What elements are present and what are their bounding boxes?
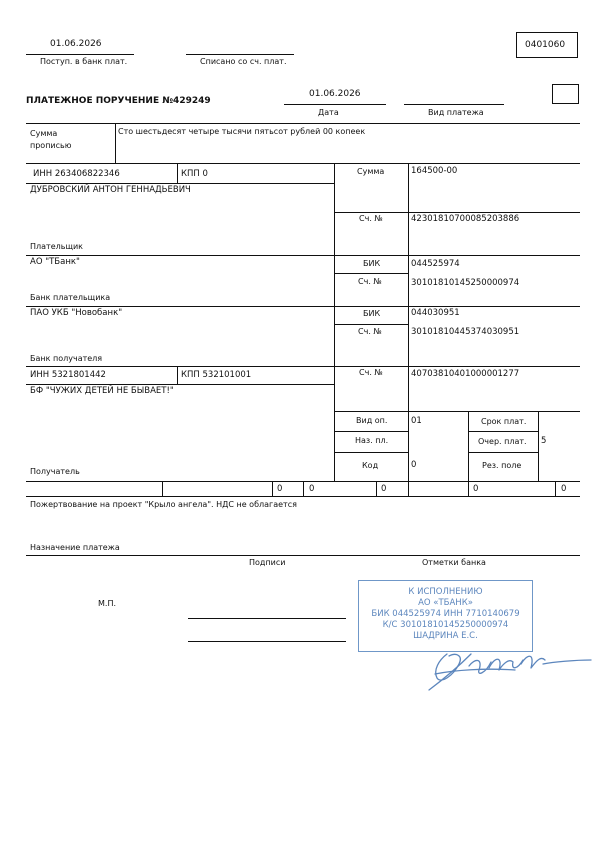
amount-value: 164500-00 [411,166,458,176]
row-line [26,366,580,367]
stamp-line: К ИСПОЛНЕНИЮ [408,587,483,597]
recipient-bank-label: Банк получателя [30,354,103,363]
order-date: 01.06.2026 [309,89,361,99]
row-line [26,255,580,256]
row-line [334,324,408,325]
payer-bank-account: 30101810145250000974 [411,278,520,288]
recipient-inn: ИНН 5321801442 [30,370,106,380]
payer-bank-bik: 044525974 [411,259,460,269]
signatures-label: Подписи [249,558,286,567]
row-line [26,555,580,556]
row-line [26,384,334,385]
col-line [177,366,178,384]
operation-type-value: 01 [411,416,422,426]
tax-field: 0 [473,484,479,494]
payment-type-label: Вид платежа [428,108,484,117]
payment-purpose-label: Назначение платежа [30,543,120,552]
recipient-bank-bik: 044030951 [411,308,460,318]
seal-label: М.П. [98,599,117,608]
row-line [334,273,408,274]
form-code: 0401060 [525,40,566,50]
payer-bank-account-label: Сч. № [358,277,382,286]
payer-label: Плательщик [30,242,84,251]
recipient-bank-name: ПАО УКБ "Новобанк" [30,308,123,318]
written-off-label: Списано со сч. плат. [200,57,287,66]
handwritten-signature [425,640,595,696]
reserve-field-label: Рез. поле [482,461,522,470]
stamp-line: БИК 044525974 ИНН 7710140679 [371,609,520,619]
code-value: 0 [411,460,417,470]
payer-bank-bik-label: БИК [363,259,381,268]
col-line [555,481,556,496]
col-line [303,481,304,496]
col-line [162,481,163,496]
code-label: Код [362,461,379,470]
row-line [26,306,580,307]
written-off-line [186,54,294,55]
col-line [272,481,273,496]
form-code-box [516,32,578,58]
payment-type-line [404,104,504,105]
tax-field: 0 [309,484,315,494]
row-line [468,431,538,432]
payer-inn: ИНН 263406822346 [33,169,120,179]
row-line [26,183,334,184]
col-line [468,411,469,496]
payer-bank-label: Банк плательщика [30,293,111,302]
row-line [26,496,580,497]
payer-account-label: Сч. № [359,214,383,223]
tax-field: 0 [381,484,387,494]
row-line [26,123,580,124]
col-line [177,163,178,183]
payer-bank-name: АО "ТБанк" [30,257,80,267]
payment-term-label: Срок плат. [481,417,527,426]
row-line [334,452,408,453]
recipient-account: 40703810401000001277 [411,369,520,379]
recipient-bank-bik-label: БИК [363,309,381,318]
amount-words-value: Сто шестьдесят четыре тысячи пятьсот рублей 00 копеек [118,127,366,136]
payment-order-value: 5 [541,436,547,446]
col-line [408,163,409,496]
bank-marks-label: Отметки банка [422,558,486,567]
recipient-bank-account-label: Сч. № [358,327,382,336]
payment-purpose-text: Пожертвование на проект "Крыло ангела". НДС не облагается [30,500,297,509]
payment-order-label: Очер. плат. [478,437,527,446]
received-label: Поступ. в банк плат. [40,57,128,66]
operation-type-label: Вид оп. [356,416,388,425]
recipient-name: БФ "ЧУЖИХ ДЕТЕЙ НЕ БЫВАЕТ!" [30,386,174,396]
amount-words-label: Сумма прописью [30,129,72,150]
col-line [376,481,377,496]
status-box [552,84,579,104]
recipient-bank-account: 30101810445374030951 [411,327,520,337]
row-line [334,411,580,412]
row-line [468,452,538,453]
payer-account: 42301810700085203886 [411,214,520,224]
document-title: ПЛАТЕЖНОЕ ПОРУЧЕНИЕ №429249 [26,96,211,106]
payer-kpp: КПП 0 [181,169,208,179]
stamp-line: АО «ТБАНК» [418,598,473,608]
col-line [334,163,335,481]
recipient-label: Получатель [30,467,80,476]
stamp-line: ШАДРИНА Е.С. [413,631,478,641]
row-line [26,163,580,164]
order-date-label: Дата [318,108,339,117]
tax-field: 0 [561,484,567,494]
order-date-line [284,104,386,105]
payer-name: ДУБРОВСКИЙ АНТОН ГЕННАДЬЕВИЧ [30,185,191,195]
signature-line [188,641,346,642]
received-date-line [26,54,134,55]
received-date: 01.06.2026 [50,39,102,49]
col-line [538,411,539,481]
tax-field: 0 [277,484,283,494]
row-line [334,431,408,432]
row-line [334,212,580,213]
payment-purpose-code-label: Наз. пл. [355,436,389,445]
stamp-line: К/С 30101810145250000974 [382,620,509,630]
recipient-account-label: Сч. № [359,368,383,377]
amount-label: Сумма [357,167,385,176]
signature-line [188,618,346,619]
col-line [115,123,116,163]
recipient-kpp: КПП 532101001 [181,370,252,380]
